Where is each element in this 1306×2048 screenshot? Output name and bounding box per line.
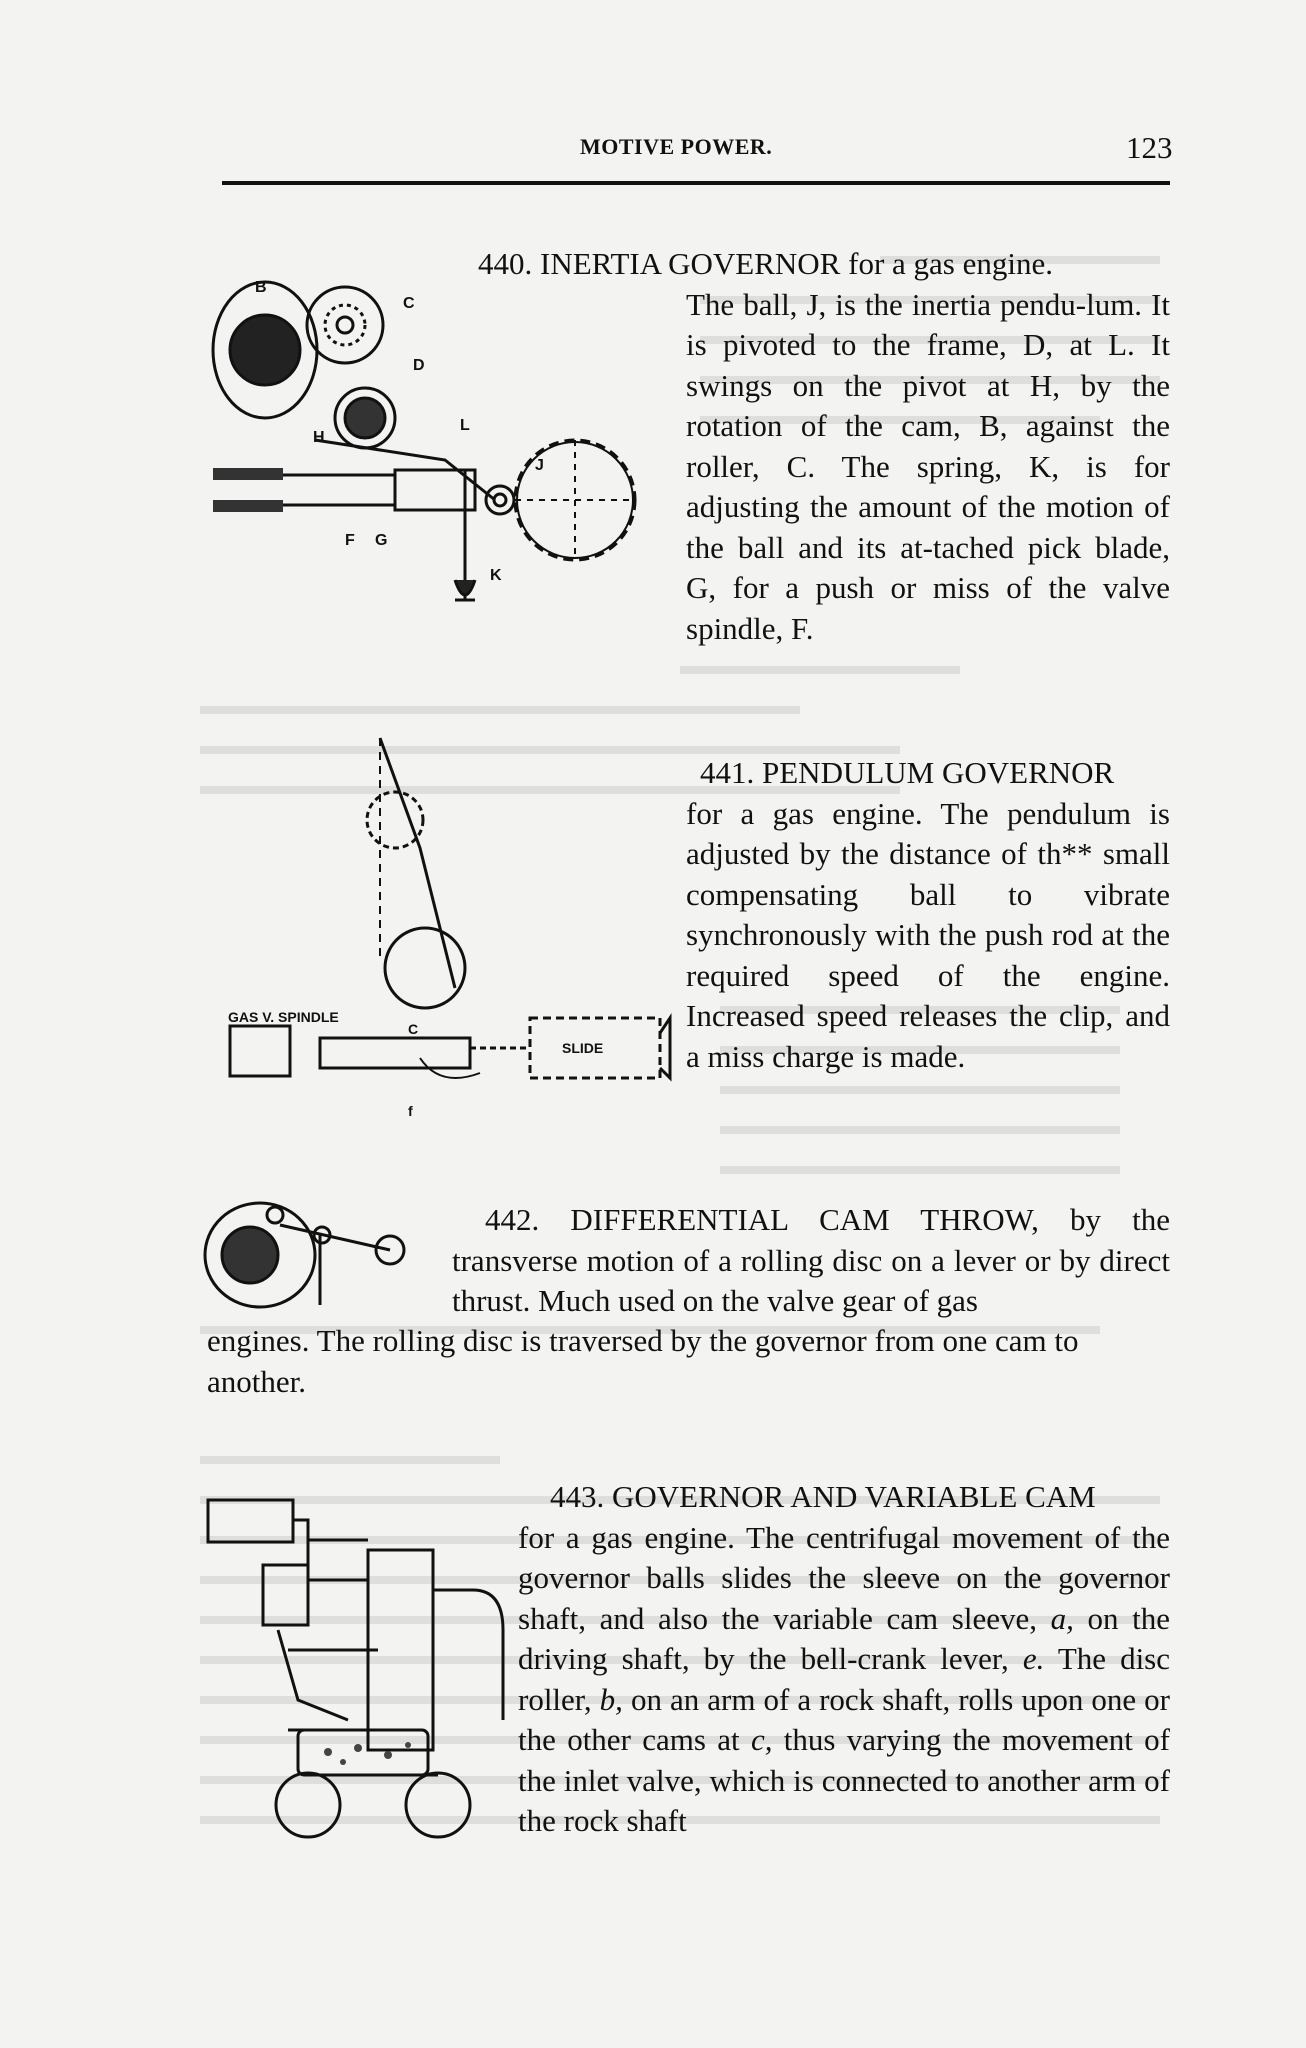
running-header bbox=[0, 0, 1306, 200]
entry-443 bbox=[518, 1477, 1170, 1842]
svg-text:D: D bbox=[413, 357, 425, 374]
entry-443-text-4: on an arm of a rock shaft, rolls upon one or the other cams at bbox=[518, 1681, 1171, 1757]
entry-443-ref-e: e. bbox=[1022, 1641, 1045, 1676]
running-head-title: MOTIVE POWER. bbox=[580, 134, 773, 159]
entry-441-heading: 441. PENDULUM GOVERNOR bbox=[700, 755, 1115, 790]
entry-443-text-5: thus varying the movement of the inlet valve, which is connected to another arm of the rock shaft bbox=[518, 1722, 1170, 1838]
entry-441 bbox=[686, 753, 1170, 1077]
entry-442-heading: 442. DIFFERENTIAL CAM THROW, by the bbox=[485, 1202, 1170, 1237]
entry-443-ref-b: b, bbox=[599, 1681, 623, 1717]
entry-441-text: for a gas engine. The pendulum is adjusted by the distance of th** small compensating ball to vibrate synchronously with the push rod at the required speed of the engine. Increased speed releases the clip, and a miss charge is made. bbox=[686, 795, 1170, 1074]
entry-443-ref-c: c, bbox=[750, 1722, 773, 1757]
svg-text:K: K bbox=[490, 567, 502, 584]
figure-442-differential-cam-throw bbox=[200, 1195, 415, 1315]
page-number: 123 bbox=[1126, 130, 1173, 165]
svg-text:L: L bbox=[460, 417, 470, 434]
figure-440-inertia-governor bbox=[195, 270, 655, 630]
header-rule bbox=[222, 181, 1170, 185]
svg-text:J: J bbox=[535, 457, 544, 474]
svg-text:C: C bbox=[403, 295, 415, 312]
svg-text:C: C bbox=[408, 1021, 419, 1037]
svg-text:B: B bbox=[255, 279, 267, 296]
entry-442-text: transverse motion of a rolling disc on a lever or by direct thrust. Much used on the valve gear of gas bbox=[452, 1242, 1170, 1318]
entry-442-continuation bbox=[207, 1321, 1137, 1402]
entry-443-text-2: on the driving shaft, by the bell-crank lever, bbox=[518, 1600, 1170, 1676]
entry-442-tail: engines. The rolling disc is traversed by the governor from one cam to another. bbox=[207, 1323, 1079, 1399]
svg-text:G: G bbox=[375, 532, 388, 549]
svg-text:f: f bbox=[408, 1103, 413, 1118]
entry-443-heading: 443. GOVERNOR AND VARIABLE CAM bbox=[550, 1479, 1096, 1514]
entry-440-text: The ball, J, is the inertia pendu-lum. It is pivoted to the frame, D, at L. It swings on the pivot at H, by the rotation of the cam, B, against the roller, C. The spring, K, is for adjusting the amount of the motion of the ball and its at-tached pick blade, G, for a push or miss of the valve spindle, F. bbox=[686, 286, 1170, 646]
entry-443-text-3: The disc roller, bbox=[518, 1641, 1171, 1717]
entry-442 bbox=[452, 1200, 1170, 1322]
svg-text:GAS V. SPINDLE: GAS V. SPINDLE bbox=[228, 1009, 339, 1025]
svg-text:H: H bbox=[313, 429, 325, 446]
entry-440-heading: 440. INERTIA GOVERNOR for a gas engine. bbox=[478, 246, 1053, 281]
figure-441-pendulum-governor bbox=[220, 728, 675, 1118]
svg-text:SLIDE: SLIDE bbox=[562, 1040, 604, 1056]
entry-443-text-1: for a gas engine. The centrifugal movement of the governor balls slides the sleeve on the governor shaft, and also the variable cam sleeve, bbox=[518, 1519, 1170, 1636]
svg-text:F: F bbox=[345, 532, 355, 549]
entry-443-ref-a: a, bbox=[1050, 1600, 1074, 1636]
entry-440 bbox=[478, 244, 1170, 649]
figure-443-governor-variable-cam bbox=[198, 1480, 508, 1840]
